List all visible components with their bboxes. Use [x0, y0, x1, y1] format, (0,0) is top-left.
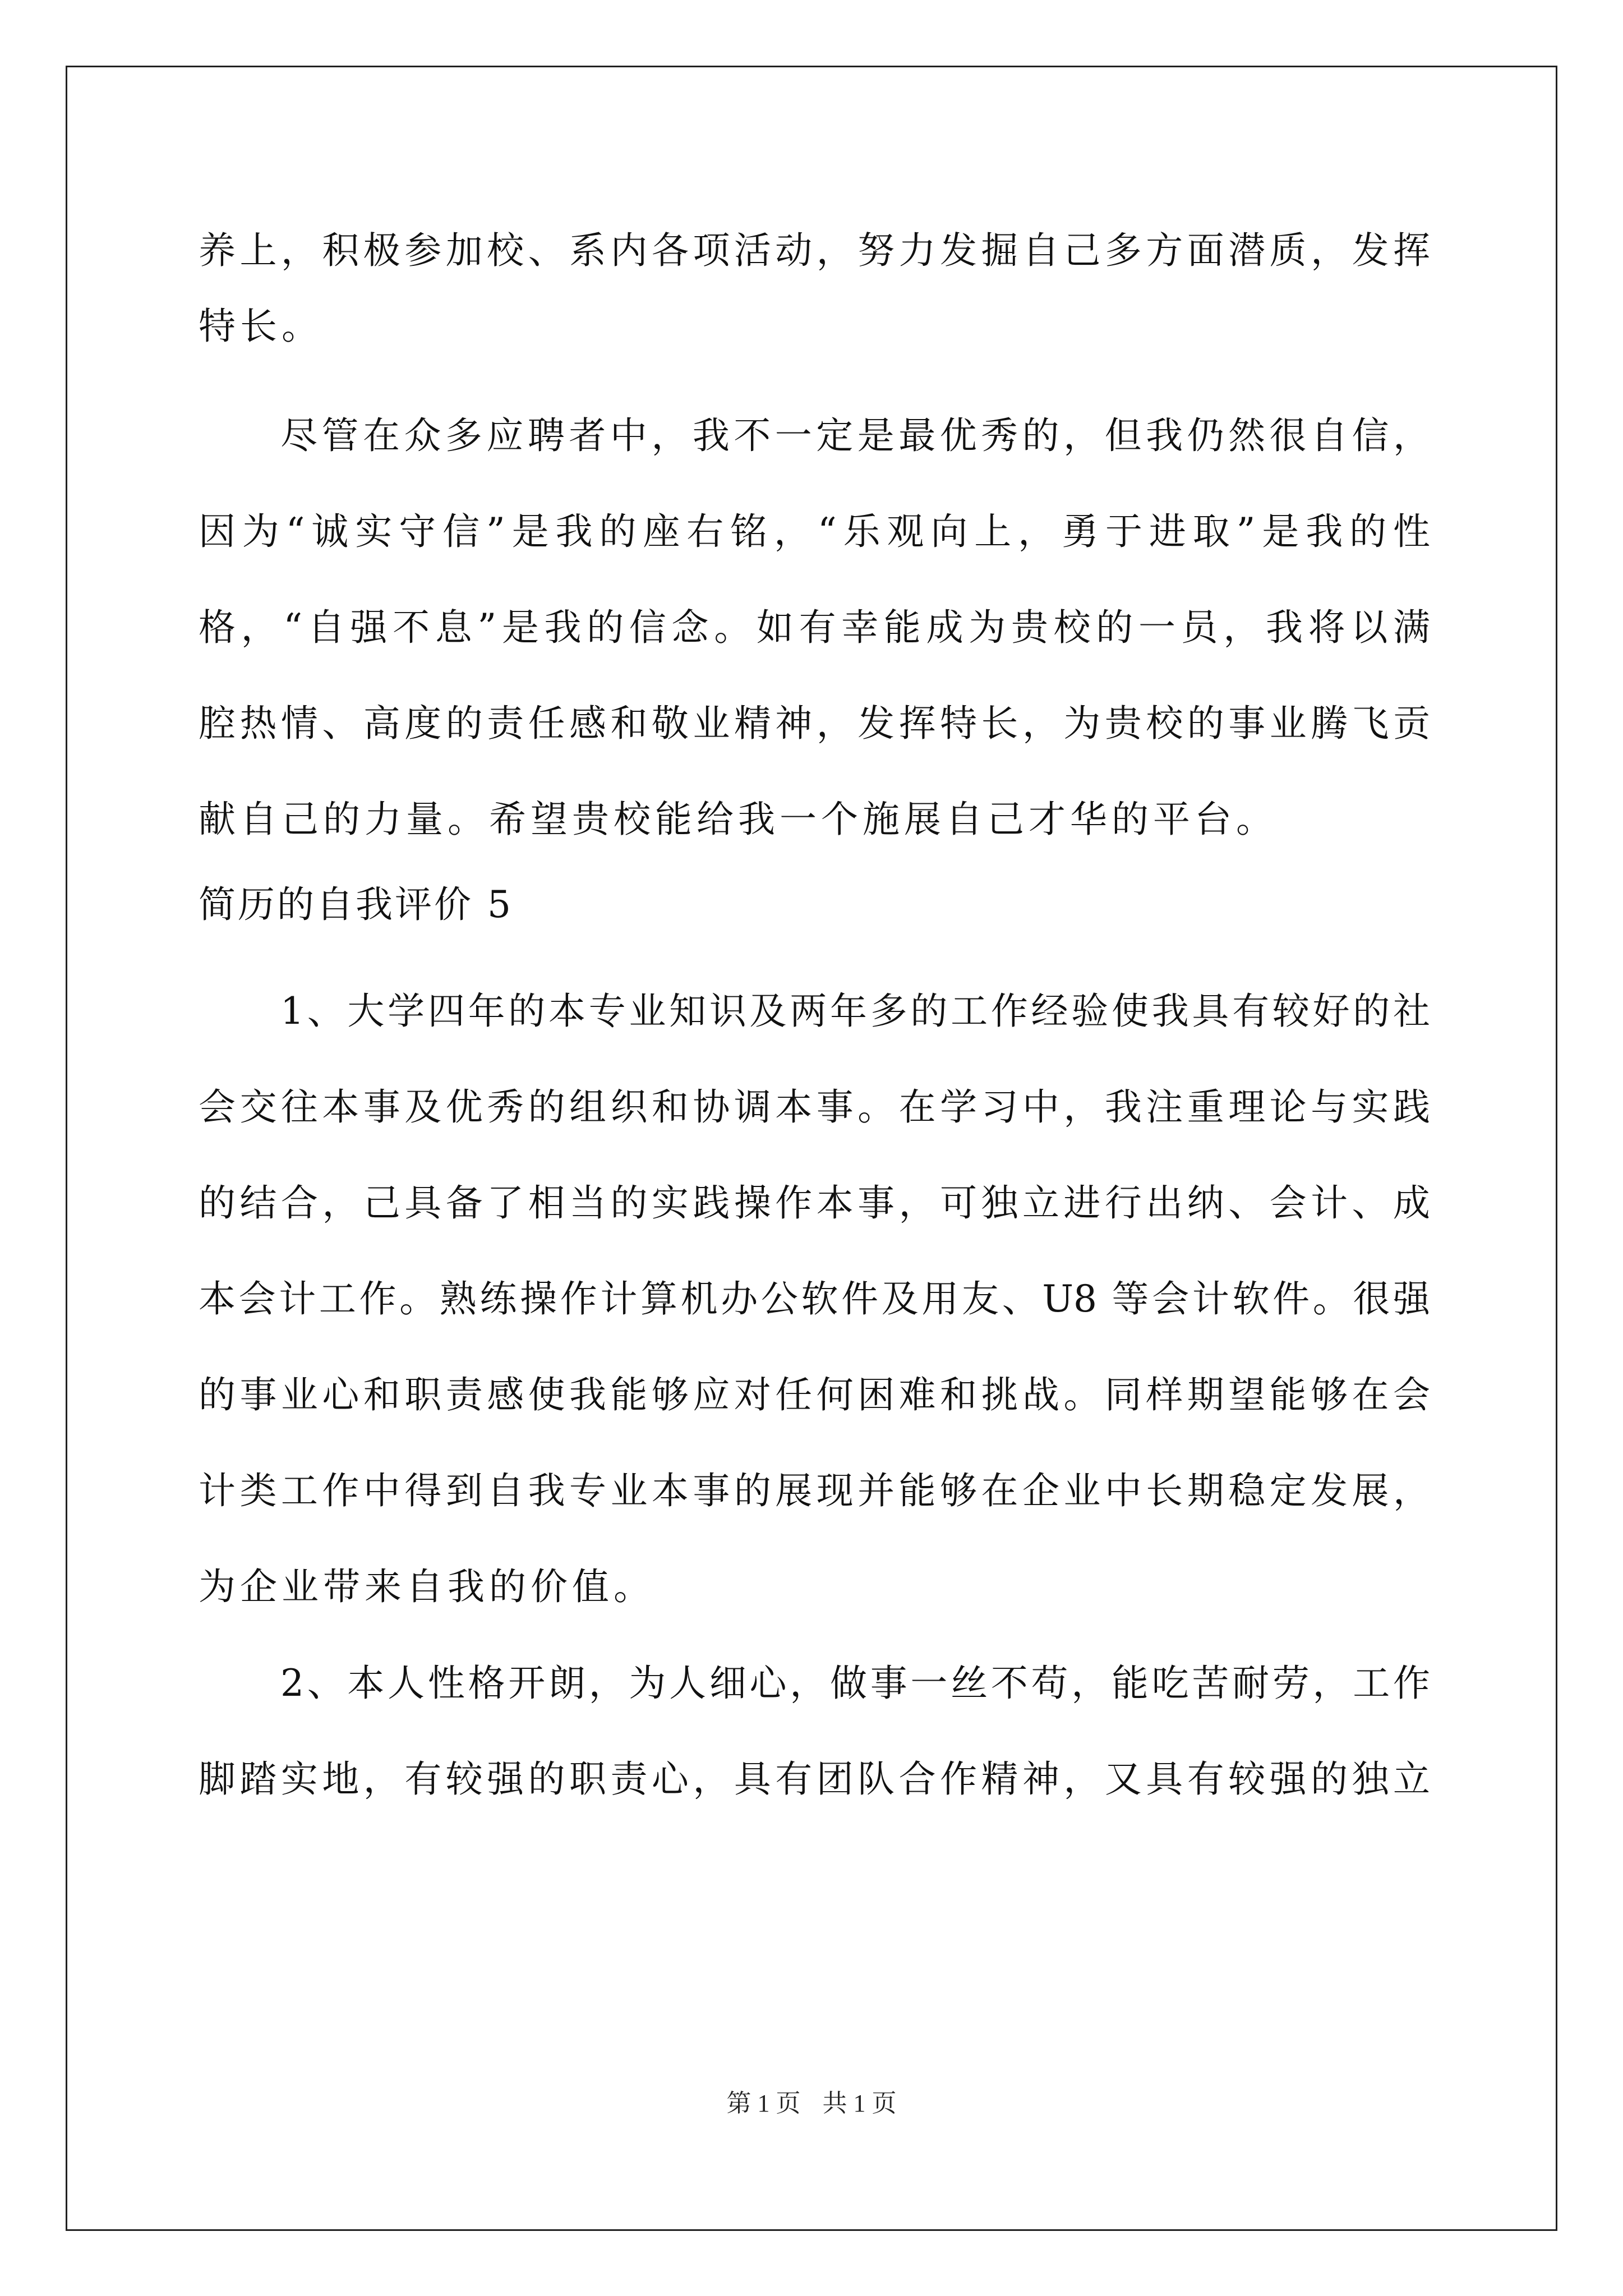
text-line: 腔热情、高度的责任感和敬业精神，发挥特长，为贵校的事业腾飞贡 [199, 702, 1430, 745]
text-line: 格，“自强不息”是我的信念。如有幸能成为贵校的一员，我将以满 [199, 606, 1430, 649]
text-line: 2、本人性格开朗，为人细心，做事一丝不苟，能吃苦耐劳，工作 [280, 1662, 1430, 1705]
page-total: 共 1 页 [822, 2090, 897, 2117]
text-line: 本会计工作。熟练操作计算机办公软件及用友、U8 等会计软件。很强 [199, 1277, 1430, 1320]
text-line: 因为“诚实守信”是我的座右铭，“乐观向上，勇于进取”是我的性 [199, 510, 1430, 553]
text-line: 的结合，己具备了相当的实践操作本事，可独立进行出纳、会计、成 [199, 1181, 1430, 1225]
text-line: 会交往本事及优秀的组织和协调本事。在学习中，我注重理论与实践 [199, 1085, 1430, 1129]
section-heading: 简历的自我评价 5 [199, 883, 513, 926]
text-line: 为企业带来自我的价值。 [199, 1565, 655, 1608]
text-line: 的事业心和职责感使我能够应对任何困难和挑战。同样期望能够在会 [199, 1373, 1430, 1416]
text-line: 计类工作中得到自我专业本事的展现并能够在企业中长期稳定发展， [199, 1469, 1430, 1512]
page-number: 第 1 页 [726, 2090, 801, 2117]
text-line: 脚踏实地，有较强的职责心，具有团队合作精神，又具有较强的独立 [199, 1757, 1430, 1801]
text-line: 特长。 [199, 305, 323, 348]
page-border [66, 66, 1557, 2231]
text-line: 尽管在众多应聘者中，我不一定是最优秀的，但我仍然很自信， [280, 414, 1430, 457]
text-line: 献自己的力量。希望贵校能给我一个施展自己才华的平台。 [199, 798, 1278, 841]
text-line: 1、大学四年的本专业知识及两年多的工作经验使我具有较好的社 [280, 990, 1430, 1033]
page-footer [0, 2088, 1623, 2119]
text-line: 养上，积极参加校、系内各项活动，努力发掘自己多方面潜质，发挥 [199, 229, 1430, 272]
